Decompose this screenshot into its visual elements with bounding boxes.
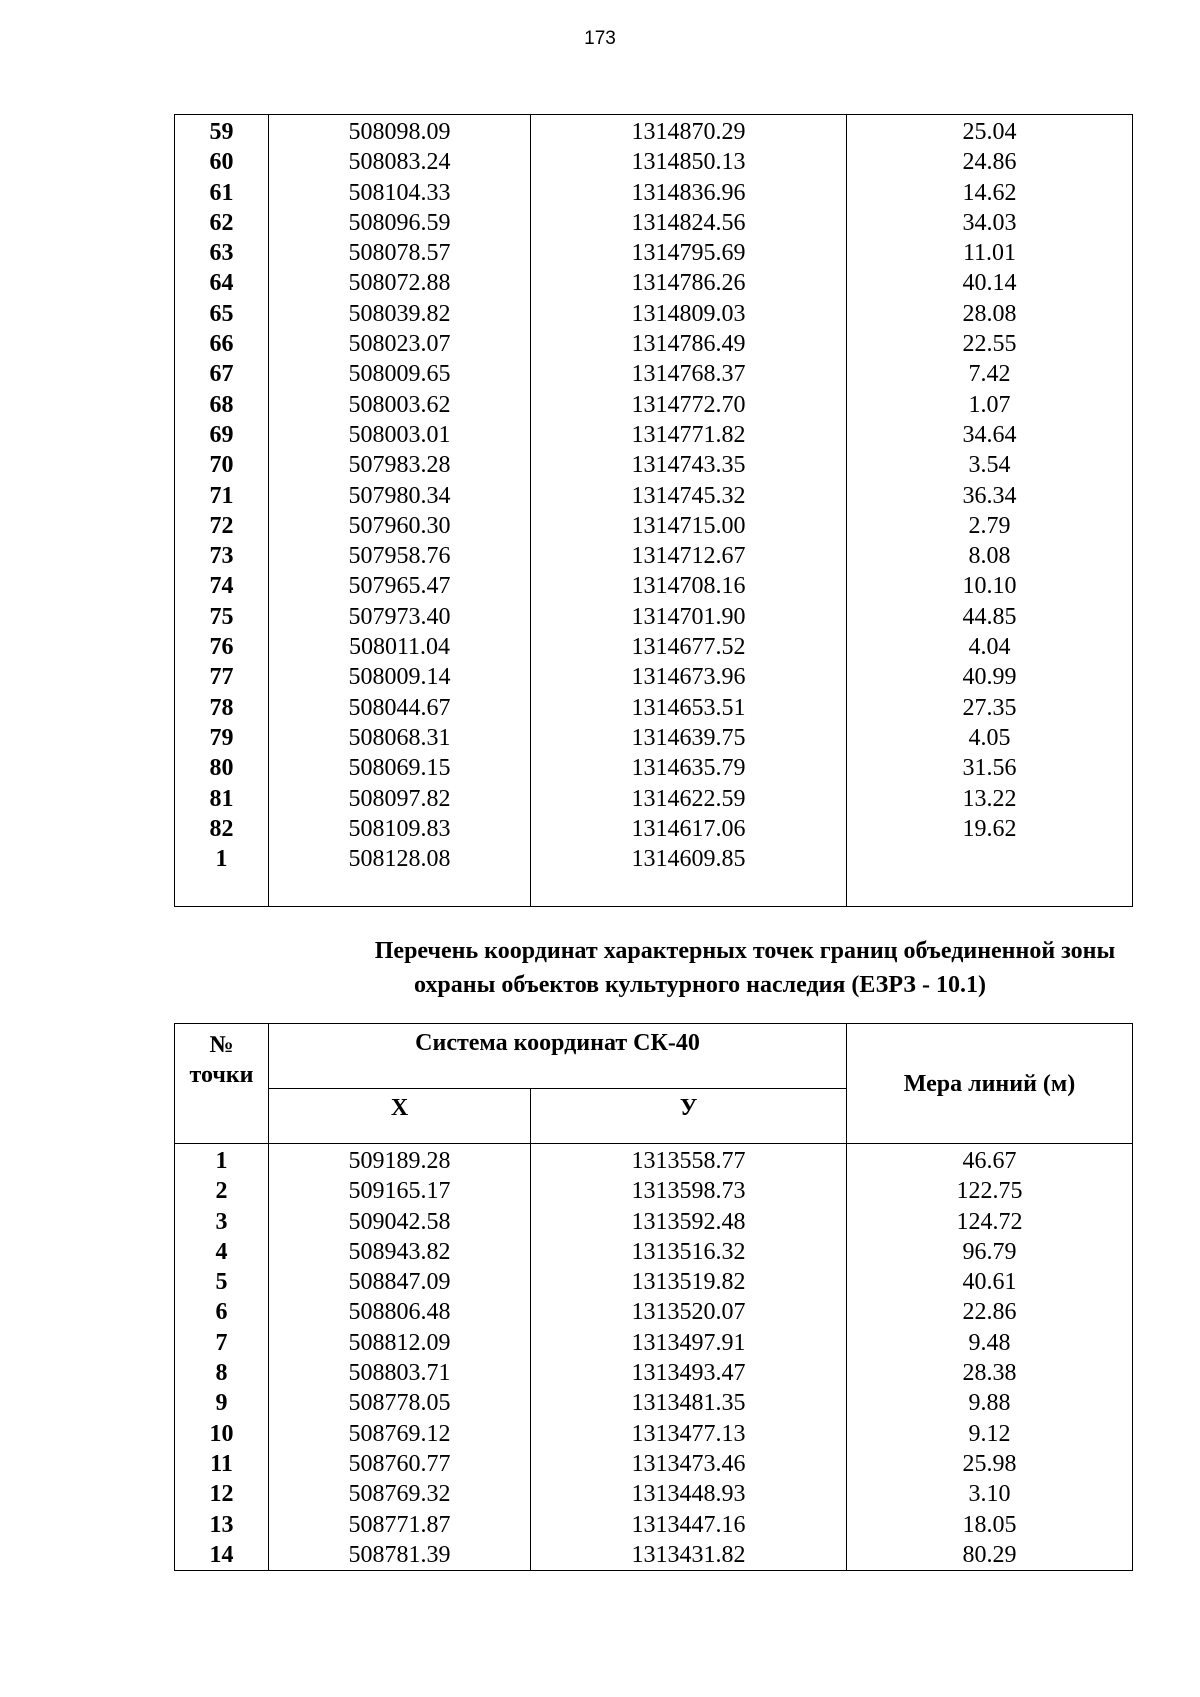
table-row [175,602,1133,632]
x-coordinate-cell: 508806.48 [269,1297,531,1327]
y-coordinate-cell: 1314617.06 [531,814,847,844]
point-number-cell: 78 [175,693,269,723]
y-coordinate-cell: 1313447.16 [531,1510,847,1540]
line-length-cell: 25.04 [847,115,1133,148]
y-coordinate-cell: 1314639.75 [531,723,847,753]
line-length-cell: 124.72 [847,1207,1133,1237]
y-coordinate-cell: 1314708.16 [531,571,847,601]
x-coordinate-cell: 507965.47 [269,571,531,601]
y-coordinate-cell: 1313493.47 [531,1358,847,1388]
point-number-cell: 82 [175,814,269,844]
y-coordinate-cell: 1313520.07 [531,1297,847,1327]
point-number-cell: 9 [175,1388,269,1418]
y-coordinate-cell: 1314743.35 [531,450,847,480]
table-row [175,723,1133,753]
line-length-cell: 14.62 [847,178,1133,208]
ezrz-table-body [175,1144,1133,1571]
y-coordinate-cell: 1313497.91 [531,1328,847,1358]
coordinates-table-continued [174,114,1133,907]
table-row [175,450,1133,480]
table-row [175,1176,1133,1206]
point-number-cell: 81 [175,784,269,814]
point-number-cell: 77 [175,662,269,692]
line-length-cell: 25.98 [847,1449,1133,1479]
section-heading-line-1: Перечень координат характерных точек границ объединенной зоны [374,938,1116,964]
line-length-cell: 27.35 [847,693,1133,723]
line-length-cell: 31.56 [847,753,1133,783]
table-row [175,571,1133,601]
line-length-cell: 18.05 [847,1510,1133,1540]
point-number-cell: 71 [175,481,269,511]
x-coordinate-cell: 508068.31 [269,723,531,753]
point-number-cell: 65 [175,299,269,329]
table-row [175,178,1133,208]
table-row [175,662,1133,692]
x-coordinate-cell: 507973.40 [269,602,531,632]
point-number-cell: 11 [175,1449,269,1479]
table-row [175,1144,1133,1177]
table-row [175,1540,1133,1571]
table-row [175,329,1133,359]
line-length-cell: 4.04 [847,632,1133,662]
section-heading-line-2: охраны объектов культурного наследия (ЕЗРЗ - 10.1) [414,972,986,998]
coordinates-table-body [175,115,1133,907]
x-coordinate-cell: 508044.67 [269,693,531,723]
point-number-header-line-2: точки [189,1062,254,1088]
table-row [175,299,1133,329]
x-coordinate-cell: 508781.39 [269,1540,531,1571]
line-length-header: Мера линий (м) [847,1024,1133,1144]
table-row [175,511,1133,541]
line-length-cell: 24.86 [847,147,1133,177]
line-length-cell: 36.34 [847,481,1133,511]
table-row [175,1449,1133,1479]
point-number-cell: 68 [175,390,269,420]
line-length-cell: 2.79 [847,511,1133,541]
table-row-empty [175,874,1133,907]
y-coordinate-cell: 1314712.67 [531,541,847,571]
line-length-cell: 1.07 [847,390,1133,420]
y-coordinate-cell: 1314609.85 [531,844,847,874]
line-length-cell: 44.85 [847,602,1133,632]
y-coordinate-cell: 1314795.69 [531,238,847,268]
y-coordinate-cell: 1314768.37 [531,359,847,389]
line-length-cell: 40.14 [847,268,1133,298]
x-coordinate-cell: 508109.83 [269,814,531,844]
y-coordinate-cell: 1314809.03 [531,299,847,329]
x-coordinate-cell: 508011.04 [269,632,531,662]
empty-cell [847,874,1133,907]
point-number-cell: 4 [175,1237,269,1267]
line-length-cell: 40.99 [847,662,1133,692]
y-coordinate-cell: 1314745.32 [531,481,847,511]
point-number-cell: 1 [175,844,269,874]
x-coordinate-cell: 508771.87 [269,1510,531,1540]
point-number-cell: 79 [175,723,269,753]
x-coordinate-cell: 508760.77 [269,1449,531,1479]
point-number-cell: 2 [175,1176,269,1206]
x-coordinate-cell: 508097.82 [269,784,531,814]
x-coordinate-cell: 507983.28 [269,450,531,480]
table-row [175,208,1133,238]
point-number-cell: 3 [175,1207,269,1237]
table-row [175,1328,1133,1358]
x-coordinate-cell: 508769.12 [269,1419,531,1449]
x-coordinate-cell: 507958.76 [269,541,531,571]
point-number-cell: 62 [175,208,269,238]
point-number-cell: 13 [175,1510,269,1540]
table-row [175,1419,1133,1449]
table-row [175,1479,1133,1509]
line-length-cell: 10.10 [847,571,1133,601]
point-number-cell: 80 [175,753,269,783]
x-coordinate-cell: 509189.28 [269,1144,531,1177]
point-number-cell: 1 [175,1144,269,1177]
y-coordinate-cell: 1314677.52 [531,632,847,662]
line-length-cell: 3.10 [847,1479,1133,1509]
line-length-cell: 28.38 [847,1358,1133,1388]
point-number-header-line-1: № [209,1032,234,1058]
line-length-cell: 9.48 [847,1328,1133,1358]
x-coordinate-cell: 508096.59 [269,208,531,238]
x-coordinate-cell: 509165.17 [269,1176,531,1206]
page-number: 173 [584,28,616,49]
table-row [175,1237,1133,1267]
y-coordinate-cell: 1314850.13 [531,147,847,177]
line-length-cell: 122.75 [847,1176,1133,1206]
line-length-cell: 13.22 [847,784,1133,814]
table-header [175,1024,1133,1144]
x-coordinate-cell: 508812.09 [269,1328,531,1358]
line-length-cell: 28.08 [847,299,1133,329]
table-row [175,147,1133,177]
y-coordinate-cell: 1314870.29 [531,115,847,148]
point-number-cell: 61 [175,178,269,208]
table-row [175,1207,1133,1237]
point-number-cell: 72 [175,511,269,541]
table-row [175,1297,1133,1327]
point-number-cell: 12 [175,1479,269,1509]
y-coordinate-cell: 1313477.13 [531,1419,847,1449]
point-number-cell: 59 [175,115,269,148]
line-length-cell: 19.62 [847,814,1133,844]
table-row [175,420,1133,450]
section-heading [200,934,1200,1002]
y-coordinate-cell: 1313516.32 [531,1237,847,1267]
point-number-cell: 74 [175,571,269,601]
line-length-cell: 34.64 [847,420,1133,450]
point-number-cell: 66 [175,329,269,359]
x-coordinate-cell: 508943.82 [269,1237,531,1267]
point-number-cell: 5 [175,1267,269,1297]
y-coordinate-cell: 1314622.59 [531,784,847,814]
y-coordinate-cell: 1313558.77 [531,1144,847,1177]
table-row [175,784,1133,814]
y-coordinate-cell: 1313592.48 [531,1207,847,1237]
table-row [175,238,1133,268]
y-column-header: У [531,1089,847,1144]
table-row [175,359,1133,389]
table-row [175,632,1133,662]
y-coordinate-cell: 1314786.26 [531,268,847,298]
line-length-cell: 7.42 [847,359,1133,389]
line-length-cell: 3.54 [847,450,1133,480]
y-coordinate-cell: 1314824.56 [531,208,847,238]
point-number-cell: 64 [175,268,269,298]
y-coordinate-cell: 1313431.82 [531,1540,847,1571]
y-coordinate-cell: 1314836.96 [531,178,847,208]
ezrz-coordinates-table [174,1023,1133,1571]
line-length-cell: 4.05 [847,723,1133,753]
x-coordinate-cell: 508803.71 [269,1358,531,1388]
point-number-cell: 70 [175,450,269,480]
table-row [175,1388,1133,1418]
table-row [175,844,1133,874]
point-number-cell: 14 [175,1540,269,1571]
line-length-cell: 9.12 [847,1419,1133,1449]
empty-cell [175,874,269,907]
point-number-cell: 69 [175,420,269,450]
y-coordinate-cell: 1314771.82 [531,420,847,450]
point-number-header [175,1024,269,1144]
y-coordinate-cell: 1314635.79 [531,753,847,783]
x-coordinate-cell: 507980.34 [269,481,531,511]
line-length-cell: 22.55 [847,329,1133,359]
point-number-cell: 76 [175,632,269,662]
y-coordinate-cell: 1313519.82 [531,1267,847,1297]
empty-cell [269,874,531,907]
table-row [175,1358,1133,1388]
point-number-cell: 75 [175,602,269,632]
point-number-cell: 60 [175,147,269,177]
table-row [175,541,1133,571]
line-length-cell [847,844,1133,874]
line-length-cell: 96.79 [847,1237,1133,1267]
x-coordinate-cell: 508098.09 [269,115,531,148]
y-coordinate-cell: 1314701.90 [531,602,847,632]
x-coordinate-cell: 508769.32 [269,1479,531,1509]
table-row [175,481,1133,511]
x-coordinate-cell: 508778.05 [269,1388,531,1418]
x-coordinate-cell: 508104.33 [269,178,531,208]
y-coordinate-cell: 1314786.49 [531,329,847,359]
line-length-cell: 22.86 [847,1297,1133,1327]
table-row [175,390,1133,420]
table-row [175,753,1133,783]
x-coordinate-cell: 508069.15 [269,753,531,783]
table-row [175,814,1133,844]
point-number-cell: 10 [175,1419,269,1449]
x-coordinate-cell: 508072.88 [269,268,531,298]
point-number-cell: 6 [175,1297,269,1327]
x-coordinate-cell: 508009.65 [269,359,531,389]
line-length-cell: 40.61 [847,1267,1133,1297]
x-coordinate-cell: 508039.82 [269,299,531,329]
line-length-cell: 11.01 [847,238,1133,268]
table-row [175,268,1133,298]
x-coordinate-cell: 508023.07 [269,329,531,359]
table-row [175,1267,1133,1297]
point-number-cell: 7 [175,1328,269,1358]
y-coordinate-cell: 1314653.51 [531,693,847,723]
table-row [175,1510,1133,1540]
x-coordinate-cell: 508083.24 [269,147,531,177]
x-coordinate-cell: 507960.30 [269,511,531,541]
x-coordinate-cell: 508009.14 [269,662,531,692]
y-coordinate-cell: 1314673.96 [531,662,847,692]
line-length-cell: 9.88 [847,1388,1133,1418]
y-coordinate-cell: 1313473.46 [531,1449,847,1479]
point-number-cell: 63 [175,238,269,268]
y-coordinate-cell: 1313481.35 [531,1388,847,1418]
x-coordinate-cell: 508847.09 [269,1267,531,1297]
point-number-cell: 8 [175,1358,269,1388]
y-coordinate-cell: 1314772.70 [531,390,847,420]
coordinate-system-header: Система координат СК-40 [269,1024,847,1089]
x-column-header: X [269,1089,531,1144]
y-coordinate-cell: 1313448.93 [531,1479,847,1509]
table-row [175,115,1133,148]
table-row [175,693,1133,723]
empty-cell [531,874,847,907]
x-coordinate-cell: 508003.01 [269,420,531,450]
x-coordinate-cell: 509042.58 [269,1207,531,1237]
line-length-cell: 34.03 [847,208,1133,238]
line-length-cell: 8.08 [847,541,1133,571]
x-coordinate-cell: 508128.08 [269,844,531,874]
line-length-cell: 46.67 [847,1144,1133,1177]
line-length-cell: 80.29 [847,1540,1133,1571]
y-coordinate-cell: 1314715.00 [531,511,847,541]
x-coordinate-cell: 508003.62 [269,390,531,420]
x-coordinate-cell: 508078.57 [269,238,531,268]
point-number-cell: 67 [175,359,269,389]
point-number-cell: 73 [175,541,269,571]
y-coordinate-cell: 1313598.73 [531,1176,847,1206]
